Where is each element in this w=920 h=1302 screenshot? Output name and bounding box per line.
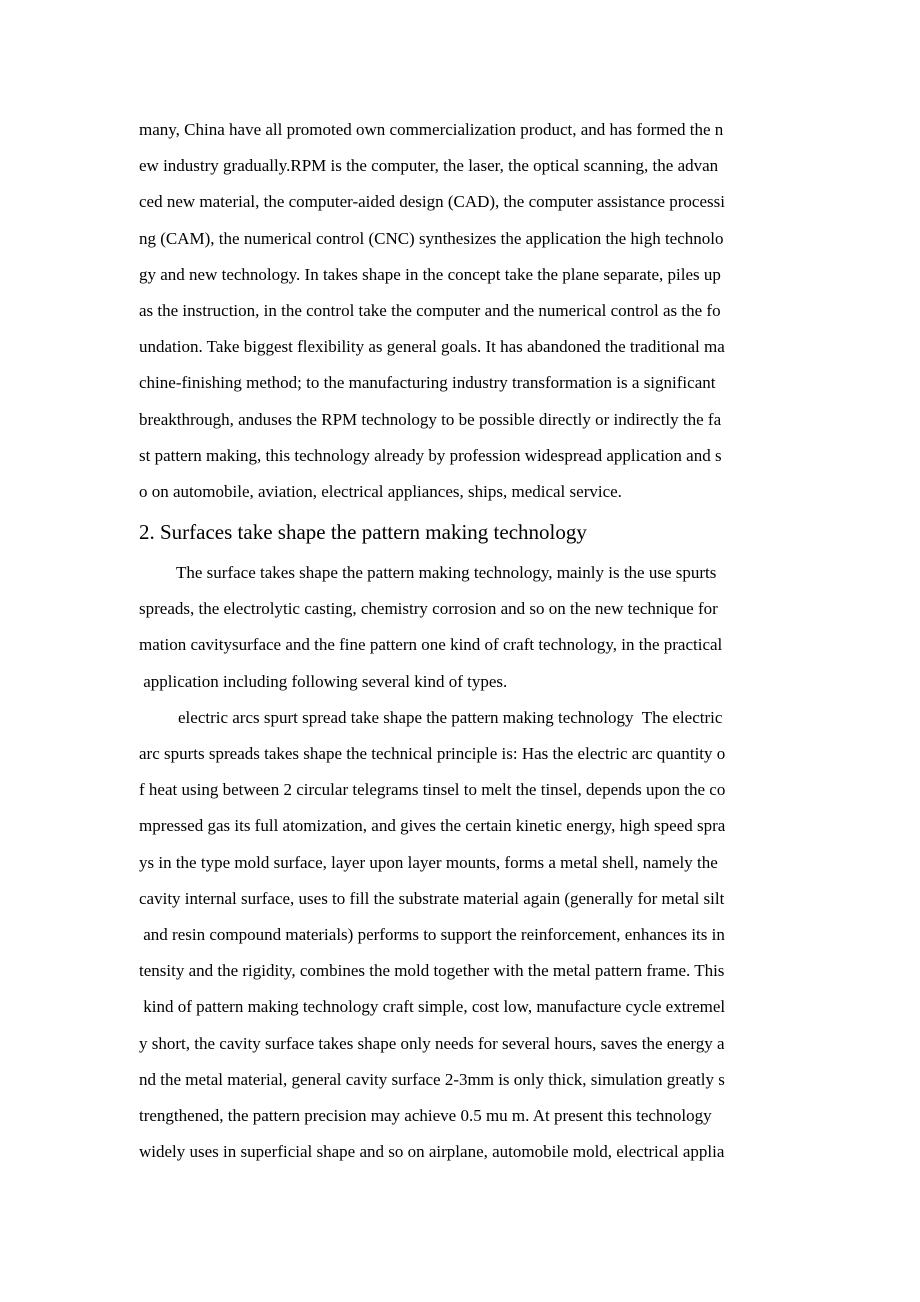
text-line: and resin compound materials) performs to support the reinforcement, enhances its in xyxy=(139,924,725,944)
text-line: st pattern making, this technology already by profession widespread application and s xyxy=(139,445,722,465)
paragraph-surface-overview xyxy=(139,555,784,700)
text-line: many, China have all promoted own commercialization product, and has formed the n xyxy=(139,120,724,139)
text-line: electric arcs spurt spread take shape the pattern making technology The electric xyxy=(178,707,723,727)
text-line: ng (CAM), the numerical control (CNC) synthesizes the application the high technolo xyxy=(139,228,724,248)
text-line: y short, the cavity surface takes shape only needs for several hours, saves the energy a xyxy=(139,1033,725,1053)
text-line: trengthened, the pattern precision may achieve 0.5 mu m. At present this technology xyxy=(139,1105,712,1125)
text-line: arc spurts spreads takes shape the technical principle is: Has the electric arc quantity o xyxy=(139,744,726,763)
document-body xyxy=(139,112,784,1170)
text-line: chine-finishing method; to the manufacturing industry transformation is a significant xyxy=(139,373,716,393)
text-line: cavity internal surface, uses to fill the substrate material again (generally for metal silt xyxy=(139,888,725,908)
text-line: nd the metal material, general cavity surface 2-3mm is only thick, simulation greatly s xyxy=(139,1069,725,1089)
text-line: mation cavitysurface and the fine pattern one kind of craft technology, in the practical xyxy=(139,635,723,655)
text-line: gy and new technology. In takes shape in the concept take the plane separate, piles up xyxy=(139,264,721,284)
text-line: tensity and the rigidity, combines the mold together with the metal pattern frame. This xyxy=(139,961,725,981)
text-line: undation. Take biggest flexibility as general goals. It has abandoned the traditional ma xyxy=(139,337,725,357)
paragraph-rpm-overview xyxy=(139,112,784,510)
text-line: widely uses in superficial shape and so on airplane, automobile mold, electrical applia xyxy=(139,1142,725,1162)
text-line: application including following several kind of types. xyxy=(139,671,508,691)
section-heading: 2. Surfaces take shape the pattern making technology xyxy=(139,520,587,545)
text-line: kind of pattern making technology craft simple, cost low, manufacture cycle extremel xyxy=(139,997,726,1017)
text-line: ys in the type mold surface, layer upon layer mounts, forms a metal shell, namely the xyxy=(139,852,718,872)
text-line: The surface takes shape the pattern making technology, mainly is the use spurts xyxy=(176,563,717,583)
text-line: f heat using between 2 circular telegrams tinsel to melt the tinsel, depends upon the co xyxy=(139,780,726,800)
paragraph-electric-arc xyxy=(139,700,784,1170)
text-line: breakthrough, anduses the RPM technology to be possible directly or indirectly the fa xyxy=(139,409,722,429)
text-line: o on automobile, aviation, electrical appliances, ships, medical service. xyxy=(139,481,622,501)
text-line: mpressed gas its full atomization, and gives the certain kinetic energy, high speed spra xyxy=(139,816,726,836)
text-line: spreads, the electrolytic casting, chemistry corrosion and so on the new technique for xyxy=(139,599,718,619)
text-line: ew industry gradually.RPM is the computer, the laser, the optical scanning, the advan xyxy=(139,156,719,176)
text-line: ced new material, the computer-aided design (CAD), the computer assistance processi xyxy=(139,192,725,212)
text-line: as the instruction, in the control take the computer and the numerical control as the fo xyxy=(139,300,721,320)
